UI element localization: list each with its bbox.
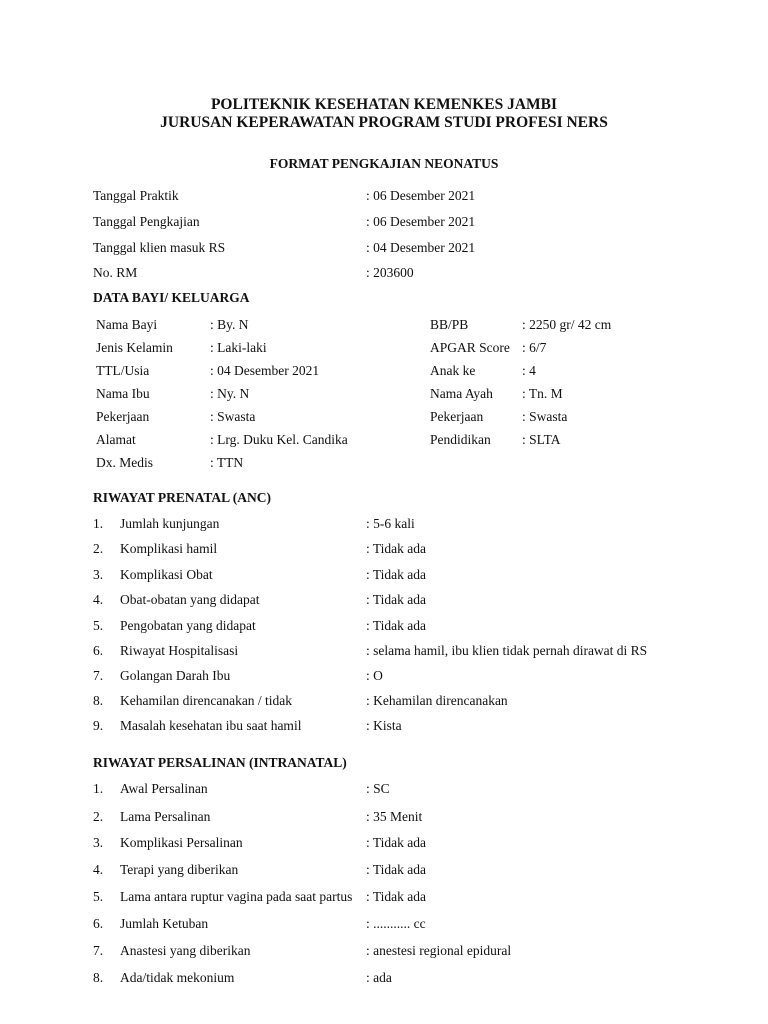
item-number: 2.: [93, 809, 104, 824]
field-label: BB/PB: [430, 317, 469, 332]
field-value: : 2250 gr/ 42 cm: [522, 317, 612, 332]
item-value: : Tidak ada: [366, 835, 427, 850]
field-label: Nama Ibu: [96, 386, 150, 401]
item-label: Pengobatan yang didapat: [120, 618, 256, 633]
item-number: 8.: [93, 693, 104, 708]
item-value: : Tidak ada: [366, 618, 427, 633]
item-number: 5.: [93, 618, 104, 633]
section-title-data-bayi: DATA BAYI/ KELUARGA: [93, 290, 250, 305]
item-value: : Tidak ada: [366, 592, 427, 607]
item-value: : 5-6 kali: [366, 516, 415, 531]
item-number: 3.: [93, 567, 104, 582]
field-label: APGAR Score: [430, 340, 510, 355]
field-label: Pekerjaan: [96, 409, 150, 424]
item-label: Anastesi yang diberikan: [120, 943, 251, 958]
field-value: : Ny. N: [210, 386, 250, 401]
item-number: 3.: [93, 835, 104, 850]
field-label: Alamat: [96, 432, 136, 447]
field-label: Jenis Kelamin: [96, 340, 173, 355]
field-label: Pendidikan: [430, 432, 491, 447]
field-value: : Laki-laki: [210, 340, 267, 355]
field-value: : Tn. M: [522, 386, 563, 401]
item-value: : 35 Menit: [366, 809, 423, 824]
item-label: Awal Persalinan: [120, 781, 208, 796]
item-value: : Kehamilan direncanakan: [366, 693, 508, 708]
field-value: : Lrg. Duku Kel. Candika: [210, 432, 348, 447]
field-label: Nama Bayi: [96, 317, 158, 332]
item-value: : Tidak ada: [366, 889, 427, 904]
item-label: Lama Persalinan: [120, 809, 211, 824]
general-label: No. RM: [93, 265, 138, 280]
field-value: : TTN: [210, 455, 244, 470]
general-value: : 203600: [366, 265, 414, 280]
item-value: : O: [366, 668, 383, 683]
general-label: Tanggal klien masuk RS: [93, 240, 226, 255]
institution-name: POLITEKNIK KESEHATAN KEMENKES JAMBI: [210, 96, 558, 113]
general-label: Tanggal Pengkajian: [93, 214, 200, 229]
section-title-intranatal: RIWAYAT PERSALINAN (INTRANATAL): [93, 755, 347, 770]
item-number: 1.: [93, 781, 104, 796]
item-value: : ........... cc: [366, 916, 426, 931]
item-label: Lama antara ruptur vagina pada saat partus: [120, 889, 353, 904]
item-value: : ada: [366, 970, 392, 985]
item-label: Jumlah Ketuban: [120, 916, 209, 931]
item-value: : Tidak ada: [366, 862, 427, 877]
item-number: 4.: [93, 862, 104, 877]
item-label: Ada/tidak mekonium: [120, 970, 235, 985]
item-number: 1.: [93, 516, 104, 531]
field-label: Anak ke: [430, 363, 476, 378]
item-label: Komplikasi Persalinan: [120, 835, 243, 850]
item-value: : anestesi regional epidural: [366, 943, 512, 958]
item-number: 6.: [93, 643, 104, 658]
field-label: Nama Ayah: [430, 386, 493, 401]
item-label: Jumlah kunjungan: [120, 516, 220, 531]
section-title-prenatal: RIWAYAT PRENATAL (ANC): [93, 490, 272, 505]
item-label: Masalah kesehatan ibu saat hamil: [120, 718, 302, 733]
item-label: Golangan Darah Ibu: [120, 668, 231, 683]
item-value: : Tidak ada: [366, 567, 427, 582]
item-label: Komplikasi hamil: [120, 541, 218, 556]
field-value: : 04 Desember 2021: [210, 363, 320, 378]
general-value: : 06 Desember 2021: [366, 214, 476, 229]
form-title: FORMAT PENGKAJIAN NEONATUS: [269, 156, 499, 171]
field-label: Dx. Medis: [96, 455, 153, 470]
item-number: 7.: [93, 943, 104, 958]
item-number: 6.: [93, 916, 104, 931]
item-value: : SC: [366, 781, 390, 796]
item-label: Komplikasi Obat: [120, 567, 213, 582]
field-label: Pekerjaan: [430, 409, 484, 424]
item-label: Obat-obatan yang didapat: [120, 592, 260, 607]
item-value: : selama hamil, ibu klien tidak pernah dirawat di RS: [366, 643, 648, 658]
field-value: : Swasta: [522, 409, 568, 424]
general-label: Tanggal Praktik: [93, 188, 179, 203]
field-value: : 6/7: [522, 340, 547, 355]
item-label: Kehamilan direncanakan / tidak: [120, 693, 293, 708]
item-value: : Tidak ada: [366, 541, 427, 556]
item-number: 4.: [93, 592, 104, 607]
field-value: : By. N: [210, 317, 249, 332]
item-number: 9.: [93, 718, 104, 733]
item-label: Terapi yang diberikan: [120, 862, 239, 877]
item-number: 2.: [93, 541, 104, 556]
item-number: 5.: [93, 889, 104, 904]
item-number: 8.: [93, 970, 104, 985]
item-label: Riwayat Hospitalisasi: [120, 643, 239, 658]
field-label: TTL/Usia: [96, 363, 150, 378]
general-value: : 04 Desember 2021: [366, 240, 476, 255]
item-number: 7.: [93, 668, 104, 683]
field-value: : SLTA: [522, 432, 561, 447]
general-value: : 06 Desember 2021: [366, 188, 476, 203]
field-value: : Swasta: [210, 409, 256, 424]
department-name: JURUSAN KEPERAWATAN PROGRAM STUDI PROFESI NERS: [160, 114, 608, 131]
field-value: : 4: [522, 363, 536, 378]
item-value: : Kista: [366, 718, 402, 733]
